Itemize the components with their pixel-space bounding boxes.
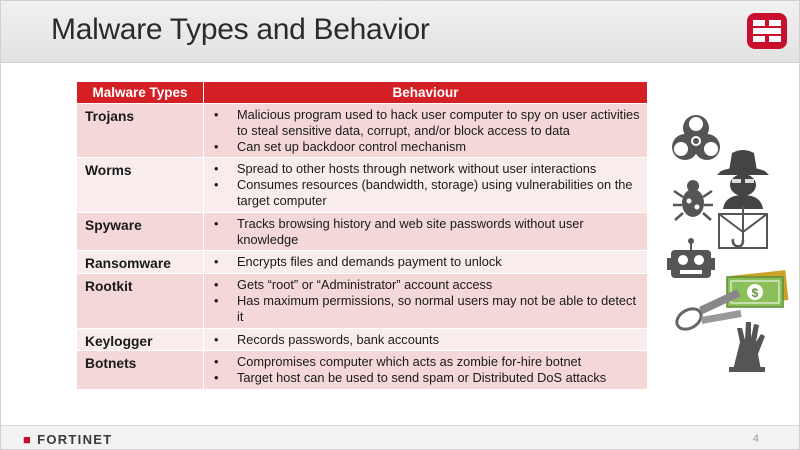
svg-text:$: $	[751, 286, 759, 300]
table-row	[77, 351, 648, 390]
behaviour-bullet: • Has maximum permissions, so normal users may not be able to detect it	[212, 293, 641, 325]
robot-icon	[667, 238, 715, 278]
brand-name: FORTINET	[37, 432, 113, 447]
slide-header	[1, 1, 800, 63]
behaviour-bullet: • Consumes resources (bandwidth, storage) using vulnerabilities on the target computer	[212, 177, 641, 209]
behaviour-cell	[204, 328, 648, 351]
phishing-icon	[719, 206, 767, 248]
spy-icon	[717, 150, 769, 209]
slide-title: Malware Types and Behavior	[51, 13, 430, 46]
behaviour-bullet: • Encrypts files and demands payment to unlock	[212, 254, 641, 270]
malware-type: Botnets	[77, 351, 204, 390]
behaviour-bullet: • Target host can be used to send spam or Distributed DoS attacks	[212, 370, 641, 386]
fortinet-mark-icon: ■	[23, 432, 33, 447]
table-row	[77, 104, 648, 158]
header-malware-types: Malware Types	[77, 82, 204, 104]
page-number: 4	[752, 433, 759, 445]
behaviour-bullet: • Tracks browsing history and web site passwords without user knowledge	[212, 216, 641, 248]
zombie-hand-icon	[729, 322, 765, 372]
behaviour-bullet: • Can set up backdoor control mechanism	[212, 139, 641, 155]
malware-table	[76, 81, 648, 390]
slide-footer	[1, 425, 800, 450]
keys-icon	[673, 289, 741, 333]
behaviour-cell	[204, 351, 648, 390]
header-behaviour: Behaviour	[204, 82, 648, 104]
behaviour-cell	[204, 104, 648, 158]
behaviour-bullet: • Spread to other hosts through network without user interactions	[212, 161, 641, 177]
behaviour-cell	[204, 158, 648, 212]
fortinet-logo-icon	[747, 13, 787, 49]
malware-type: Spyware	[77, 212, 204, 251]
table-row	[77, 251, 648, 274]
malware-type: Worms	[77, 158, 204, 212]
biohazard-icon	[672, 115, 720, 160]
behaviour-bullet: • Records passwords, bank accounts	[212, 332, 641, 348]
table-row	[77, 328, 648, 351]
behaviour-cell	[204, 251, 648, 274]
behaviour-cell	[204, 212, 648, 251]
malware-illustration	[661, 109, 791, 374]
table-row	[77, 158, 648, 212]
behaviour-bullet: • Gets “root” or “Administrator” account access	[212, 277, 641, 293]
table-header-row	[77, 82, 648, 104]
malware-type: Ransomware	[77, 251, 204, 274]
behaviour-bullet: • Compromises computer which acts as zombie for-hire botnet	[212, 354, 641, 370]
malware-type: Rootkit	[77, 274, 204, 328]
bug-icon	[673, 180, 713, 220]
behaviour-bullet: • Malicious program used to hack user computer to spy on user activities to steal sensitive data, corrupt, and/or block access to data	[212, 107, 641, 139]
table-row	[77, 212, 648, 251]
fortinet-wordmark	[23, 432, 112, 447]
money-icon	[727, 270, 788, 307]
behaviour-cell	[204, 274, 648, 328]
malware-type: Keylogger	[77, 328, 204, 351]
malware-type: Trojans	[77, 104, 204, 158]
table-row	[77, 274, 648, 328]
